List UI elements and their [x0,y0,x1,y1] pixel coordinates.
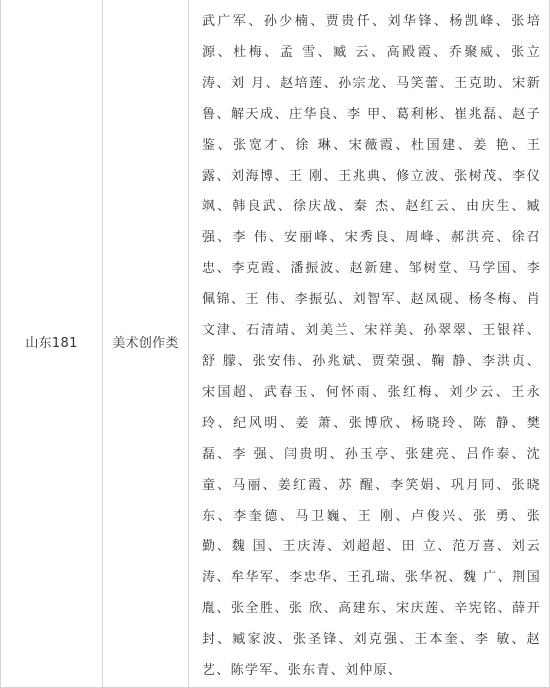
names-list: 武广军、孙少楠、贾贵仟、刘华锋、杨凯峰、张培源、杜梅、孟 雪、臧 云、高殿霞、乔聚威、张立涛、刘 月、赵培莲、孙宗龙、马笑蕾、王克助、宋新鲁、解天成、庄华良、李 甲、葛利彬、崔兆磊、赵子鉴、张宽才、徐 琳、宋薇霞、杜国建、姜 艳、王 露、刘海博、王 刚、王兆典、修立波、张树茂、李仪飒、韩良武、徐庆战、秦 杰、赵红云、由庆生、臧 强、李 伟、安丽峰、宋秀良、周峰、郝洪亮、徐召忠、李克霞、潘振波、赵新建、邹树堂、马学国、李佩锦、王 伟、李振弘、刘智军、赵凤砚、杨冬梅、肖文津、石清靖、刘美兰、宋祥美、孙翠翠、王银祥、舒 朦、张安伟、孙兆斌、贾荣强、鞠 静、李洪贞、宋国超、武春玉、何怀雨、张红梅、刘少云、王永玲、纪风明、姜 萧、张博欣、杨晓玲、陈 静、樊 磊、李 强、闫贵明、孙玉亭、张建亮、吕作泰、沈 童、马丽、姜红霞、苏 醒、李笑娟、巩月同、张晓东、李奎德、马卫巍、王 刚、卢俊兴、张 勇、张 勤、魏 国、王庆涛、刘超超、田 立、范万喜、刘云涛、牟华军、李忠华、王孔瑞、张华祝、魏 广、荆国胤、张全胜、张 欣、高建东、宋庆莲、辛宪铭、薛开封、臧家波、张圣锋、刘克强、王本奎、李 敏、赵 艺、陈学军、张东青、刘仲原、 [202,14,541,679]
province-cell [1,0,103,687]
province-label: 山东181 [25,336,78,352]
table-row [1,0,550,687]
category-label: 美术创作类 [112,336,179,352]
names-cell [189,0,550,687]
category-cell [103,0,189,687]
